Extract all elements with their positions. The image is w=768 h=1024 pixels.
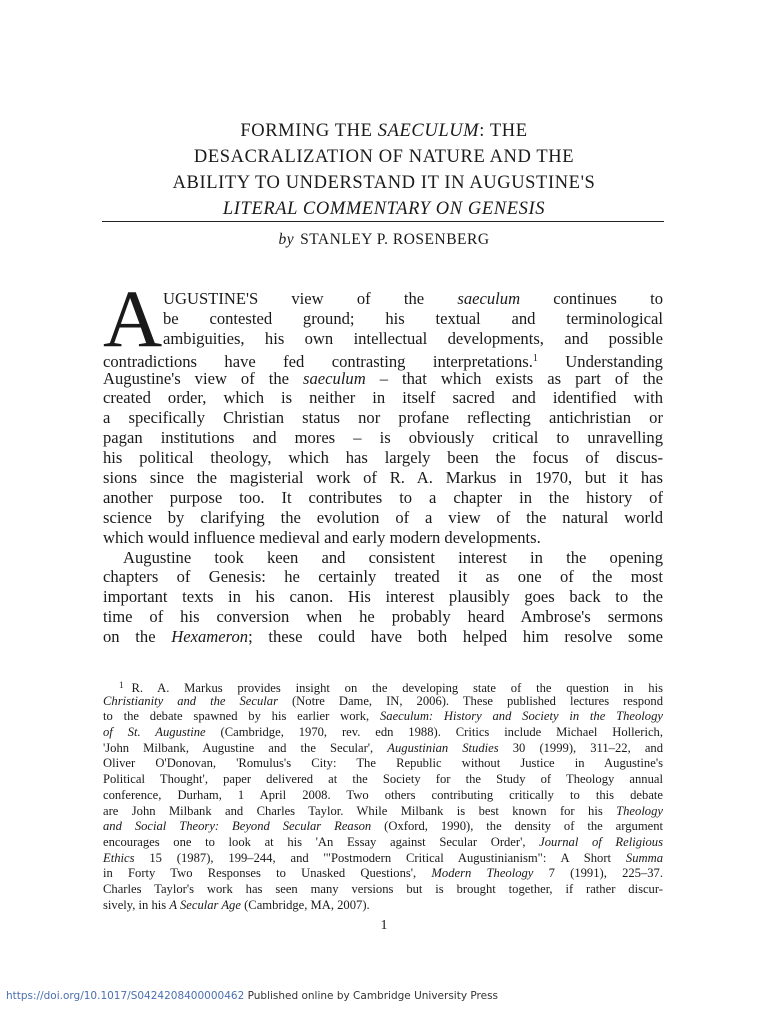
footnote: [103, 678, 663, 913]
title-line-3: ABILITY TO UNDERSTAND IT IN AUGUSTINE'S: [172, 173, 596, 193]
body-line: science by clarifying the evolution of a view of the natural world: [103, 507, 663, 527]
body-line: Augustine took keen and consistent interest in the opening: [123, 547, 663, 567]
body-line: be contested ground; his textual and terminological: [163, 308, 663, 328]
article-title: [100, 118, 668, 222]
body-line: pagan institutions and mores – is obviously critical to unravelling: [103, 428, 663, 448]
body-line: important texts in his canon. His interest plausibly goes back to the: [103, 587, 663, 607]
body-line: on the Hexameron; these could have both helped him resolve some: [103, 627, 663, 647]
body-line: another purpose too. It contributes to a chapter in the history of: [103, 487, 663, 507]
page-number: 1: [380, 918, 388, 933]
footnote-line: in Forty Two Responses to Unasked Questions', Modern Theology 7 (1991), 225–37.: [103, 866, 663, 881]
body-line: his political theology, which has largely been the focus of discus-: [103, 448, 663, 468]
body-line: which would influence medieval and early modern developments.: [103, 527, 541, 547]
body-line: UGUSTINE'S view of the saeculum continues to: [163, 289, 663, 308]
body-line: a specifically Christian status nor profane reflecting antichristian or: [103, 408, 663, 428]
body-line: chapters of Genesis: he certainly treated it as one of the most: [103, 567, 663, 587]
doi-publisher-text: Published online by Cambridge University Press: [244, 990, 499, 1002]
footnote-line: 'John Milbank, Augustine and the Secular', Augustinian Studies 30 (1999), 311–22, and: [103, 740, 664, 755]
footnote-line: Ethics 15 (1987), 199–244, and '"Postmodern Critical Augustinianism": A Short Summa: [103, 850, 663, 865]
title-line-1: FORMING THE SAECULUM: THE: [240, 121, 528, 141]
doi-footer: [6, 990, 498, 1002]
body-line: sions since the magisterial work of R. A. Markus in 1970, but it has: [103, 468, 663, 488]
body-line: ambiguities, his own intellectual developments, and possible: [163, 328, 663, 348]
drop-cap: A: [103, 273, 163, 364]
author-byline: by STANLEY P. ROSENBERG: [278, 231, 490, 248]
footnote-line: conference, Durham, 1 April 2008. Two others contributing critically to this debate: [103, 787, 663, 802]
footnote-line: sively, in his A Secular Age (Cambridge, MA, 2007).: [103, 897, 370, 912]
body-line: Augustine's view of the saeculum – that which exists as part of the: [103, 368, 663, 388]
doi-link[interactable]: https://doi.org/10.1017/S0424208400000462: [6, 990, 245, 1002]
footnote-number: 1: [119, 680, 124, 690]
footnote-line: Christianity and the Secular (Notre Dame, IN, 2006). These published lectures respond: [103, 693, 663, 708]
footnote-line: $^1$ R. A. Markus provides insight on the developing state of the question in his: [119, 680, 663, 695]
title-line-2: DESACRALIZATION OF NATURE AND THE: [193, 147, 575, 167]
footnote-line: of St. Augustine (Cambridge, 1970, rev. edn 1988). Critics include Michael Hollerich,: [103, 725, 663, 740]
footnote-line: and Social Theory: Beyond Secular Reason (Oxford, 1990), the density of the argument: [103, 819, 663, 834]
body-line: time of his conversion when he probably heard Ambrose's sermons: [103, 607, 663, 627]
footnote-line: are John Milbank and Charles Taylor. While Milbank is best known for his Theology: [103, 803, 663, 818]
title-rule: [102, 221, 664, 222]
title-line-4: LITERAL COMMENTARY ON GENESIS: [222, 199, 546, 219]
footnote-line: encourages one to look at his 'An Essay against Secular Order', Journal of Religious: [103, 834, 663, 849]
body-line: created order, which is neither in itself sacred and identified with: [103, 388, 663, 408]
footnote-line: Charles Taylor's work has seen many versions but is brought together, if rather discur-: [103, 881, 663, 896]
body-text: [103, 273, 663, 647]
footnote-line: Oliver O'Donovan, 'Romulus's City: The Republic without Justice in Augustine's: [103, 756, 663, 771]
author-name: STANLEY P. ROSENBERG: [300, 231, 490, 248]
body-line: contradictions have fed contrasting interpretations.$^1$ Understanding: [103, 351, 663, 371]
footnote-ref[interactable]: 1: [532, 352, 538, 364]
footnote-line: to the debate spawned by his earlier work, Saeculum: History and Society in the Theology: [103, 709, 663, 724]
footnote-line: Political Thought', paper delivered at the Society for the Study of Theology annual: [103, 772, 663, 787]
